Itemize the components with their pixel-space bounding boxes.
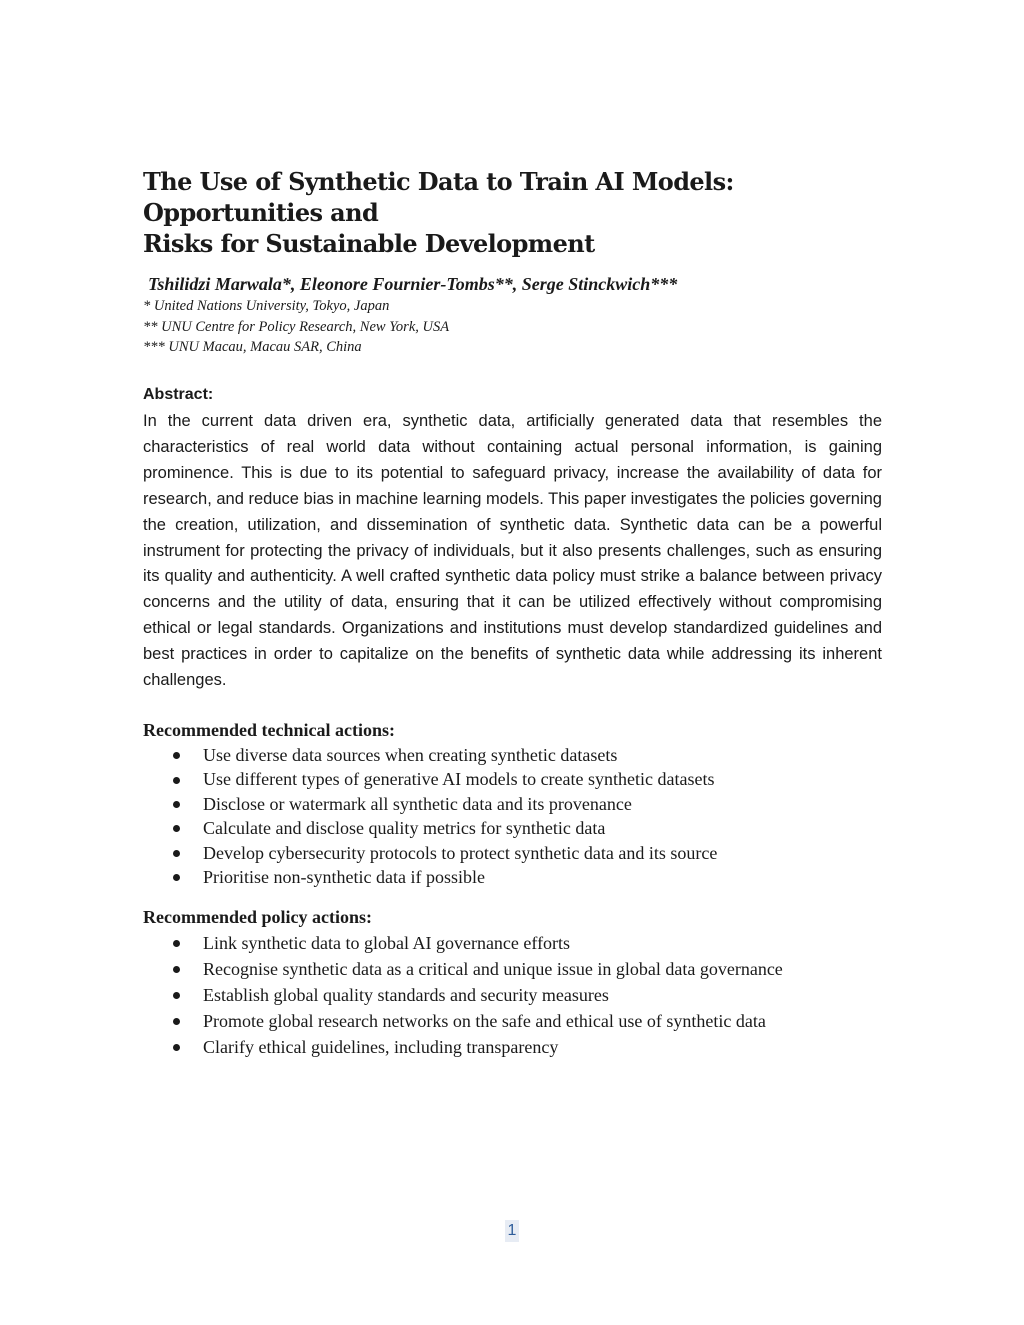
list-item-text: Promote global research networks on the safe and ethical use of synthetic data [203, 1011, 766, 1031]
title-line-2: Risks for Sustainable Development [143, 229, 595, 258]
list-item [143, 767, 903, 791]
list-item [143, 792, 903, 816]
list-item [143, 841, 903, 865]
bullet-icon [173, 1044, 180, 1051]
list-item-text: Prioritise non-synthetic data if possible [203, 867, 485, 888]
list-item-text: Use diverse data sources when creating synthetic datasets [203, 745, 618, 765]
list-item-text: Recognise synthetic data as a critical and unique issue in global data governance [203, 959, 783, 979]
author-list: Tshilidzi Marwala*, Eleonore Fournier-Tombs**, Serge Stinckwich*** [148, 274, 678, 294]
paper-title [143, 166, 903, 259]
list-item [143, 865, 903, 889]
abstract-text: In the current data driven era, synthetic data, artificially generated data that resembles the characteristics of real world data without containing actual personal information, is gaining prominence. This is due to its potential to safeguard privacy, increase the availability of data for research, and reduce bias in machine learning models. This paper investigates the policies governing the creation, utilization, and dissemination of synthetic data. Synthetic data can be a powerful instrument for protecting the privacy of individuals, but it also presents challenges, such as ensuring its quality and authenticity. A well crafted synthetic data policy must strike a balance between privacy concerns and the utility of data, ensuring that it can be utilized effectively without compromising ethical or legal standards. Organizations and institutions must develop standardized guidelines and best practices in order to capitalize on the benefits of synthetic data while addressing its inherent challenges. [143, 412, 882, 690]
bullet-icon [173, 752, 180, 759]
list-item [143, 956, 903, 982]
list-item [143, 982, 903, 1008]
technical-actions-list [143, 743, 903, 889]
list-item-text: Clarify ethical guidelines, including transparency [203, 1037, 559, 1057]
list-item-text: Calculate and disclose quality metrics for synthetic data [203, 818, 606, 839]
bullet-icon [173, 801, 180, 808]
bullet-icon [173, 992, 180, 999]
affiliation-list [143, 296, 843, 358]
affiliation-item: ** UNU Centre for Policy Research, New York, USA [143, 318, 450, 335]
policy-actions-heading: Recommended policy actions: [143, 907, 372, 927]
technical-actions-heading: Recommended technical actions: [143, 720, 395, 740]
list-item [143, 1034, 903, 1060]
list-item-text: Use different types of generative AI models to create synthetic datasets [203, 769, 715, 790]
page-number: 1 [505, 1220, 519, 1242]
list-item-text: Link synthetic data to global AI governance efforts [203, 933, 571, 953]
bullet-icon [173, 825, 180, 832]
affiliation-item: * United Nations University, Tokyo, Japan [143, 298, 390, 314]
affiliation-item: *** UNU Macau, Macau SAR, China [143, 339, 362, 355]
title-line-1: The Use of Synthetic Data to Train AI Models: Opportunities and [143, 167, 734, 227]
list-item [143, 1008, 903, 1034]
bullet-icon [173, 850, 180, 857]
list-item [143, 816, 903, 840]
bullet-icon [173, 1018, 180, 1025]
abstract-heading: Abstract: [143, 386, 214, 403]
bullet-icon [173, 777, 180, 784]
policy-actions-list [143, 930, 903, 1060]
list-item-text: Disclose or watermark all synthetic data and its provenance [203, 793, 632, 814]
list-item [143, 930, 903, 956]
list-item-text: Establish global quality standards and security measures [203, 985, 609, 1005]
list-item-text: Develop cybersecurity protocols to protect synthetic data and its source [203, 842, 718, 863]
bullet-icon [173, 966, 180, 973]
list-item [143, 743, 903, 767]
bullet-icon [173, 874, 180, 881]
bullet-icon [173, 940, 180, 947]
